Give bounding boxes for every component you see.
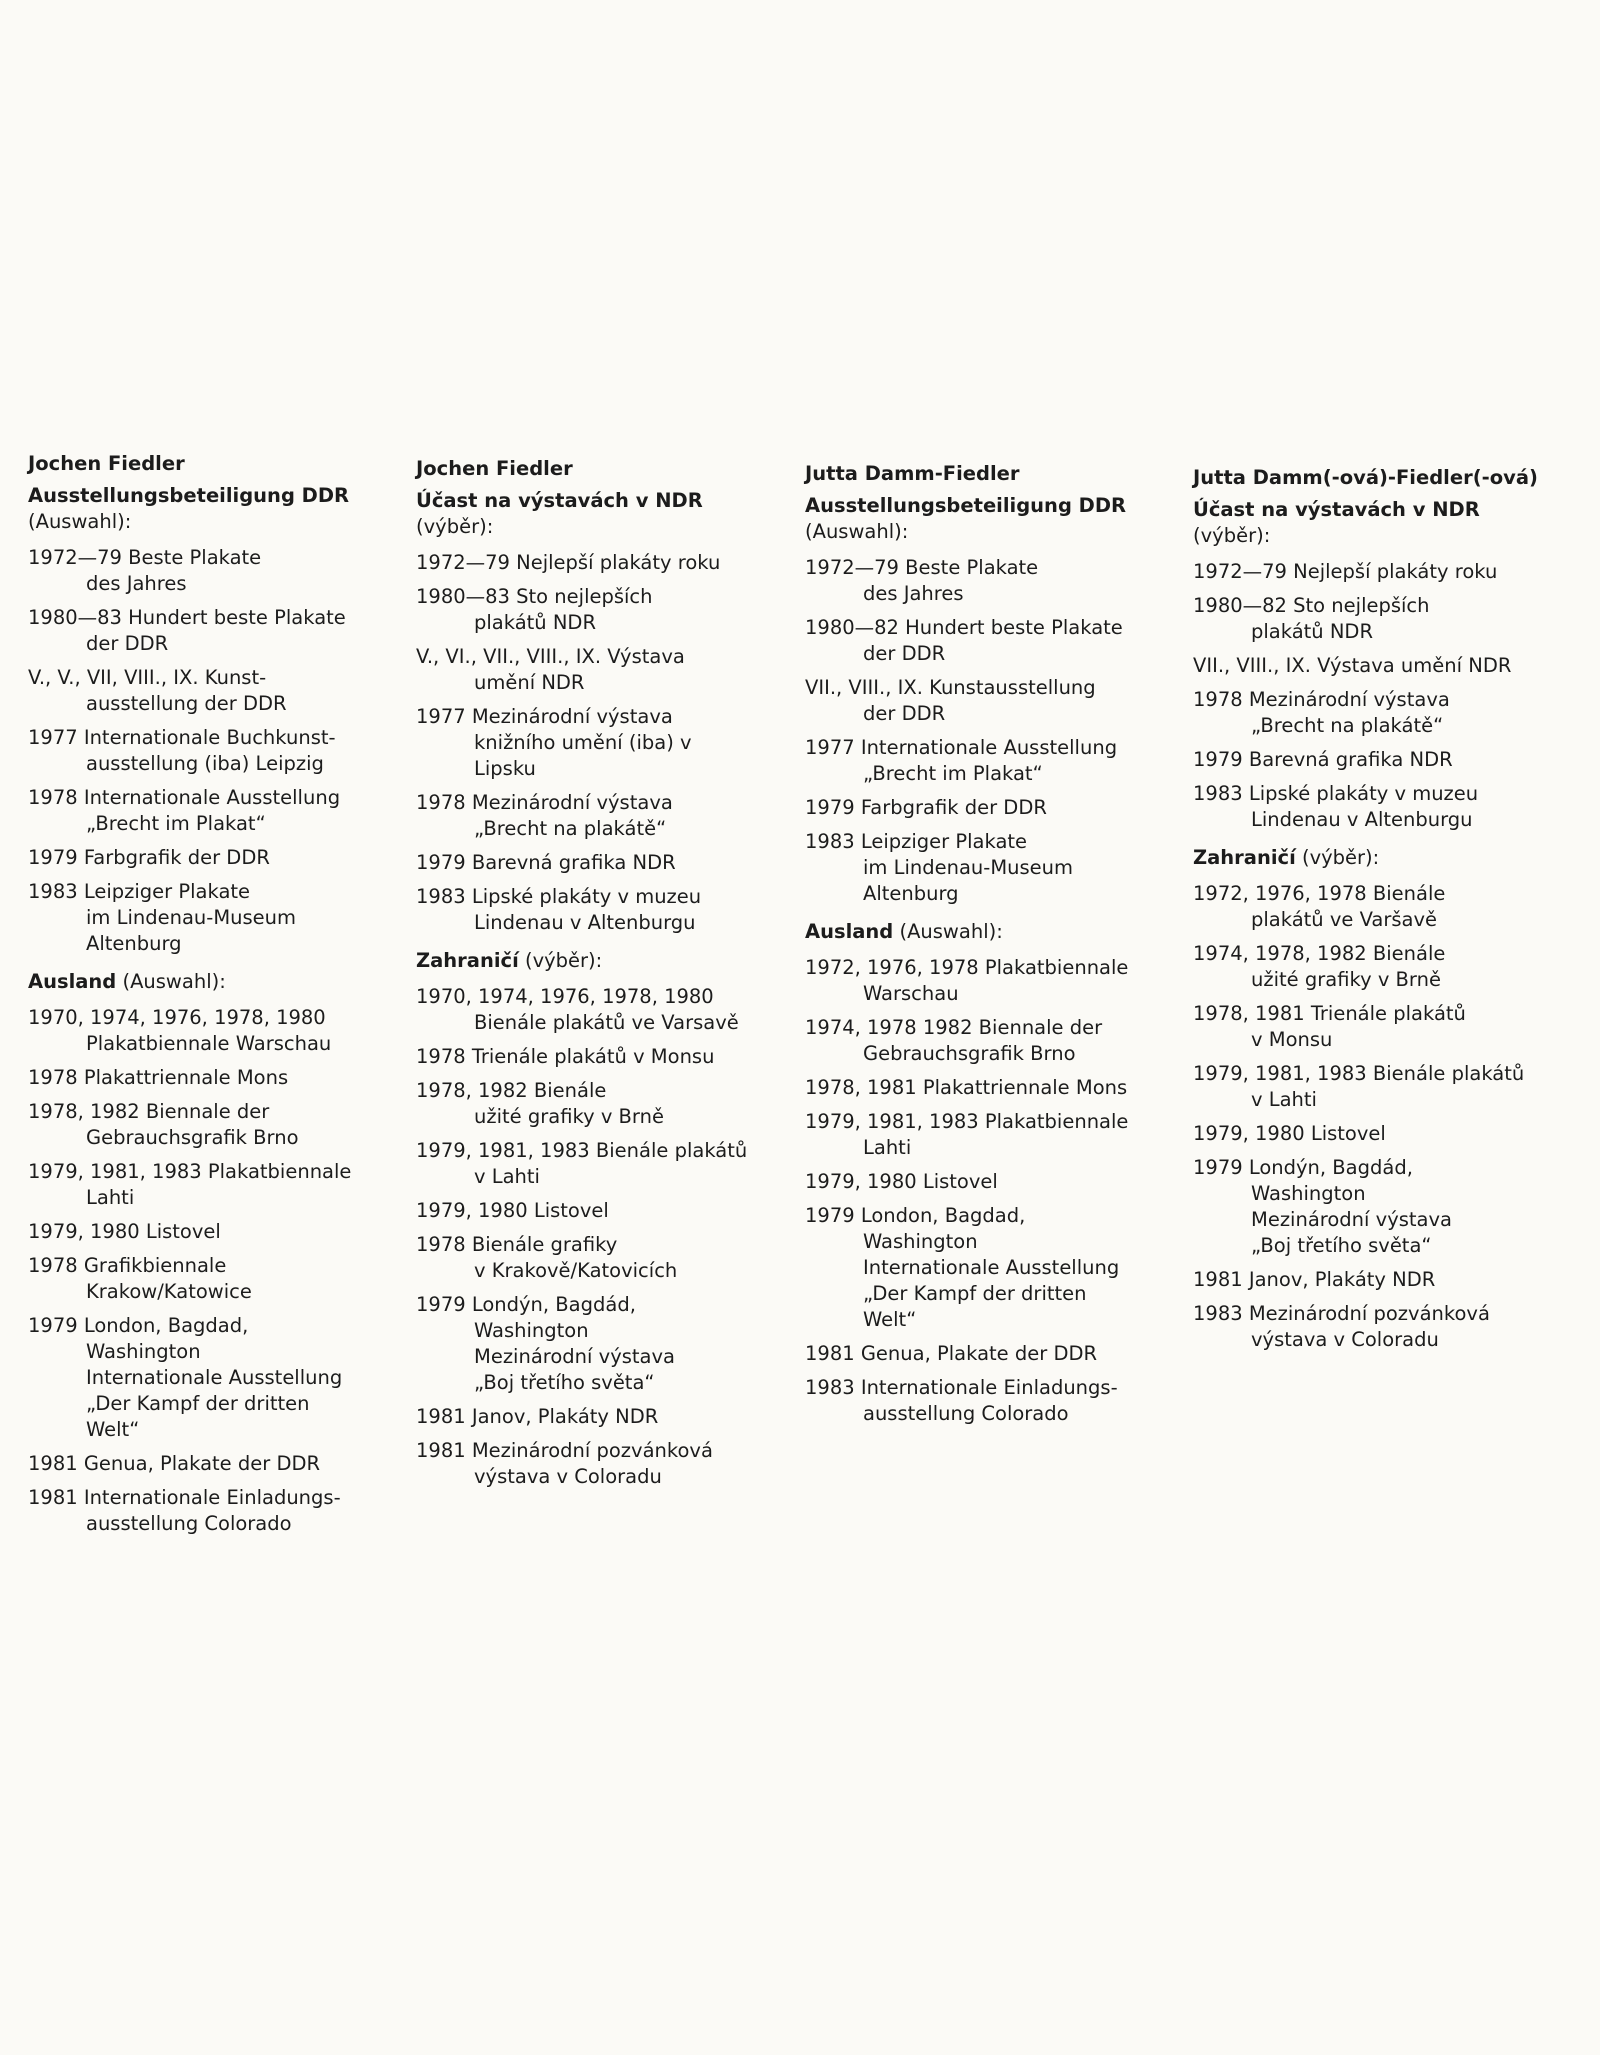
list-item <box>1193 559 1543 585</box>
entry-line: 1978, 1981 Trienále plakátů <box>1193 1002 1466 1025</box>
list-item <box>416 550 766 576</box>
entry-continuation: im Lindenau-Museum <box>86 906 297 929</box>
entry-line: 1978 Bienále grafiky <box>416 1233 618 1256</box>
entry-continuation: ausstellung (iba) Leipzig <box>86 752 324 775</box>
entry-line: 1978 Mezinárodní výstava <box>416 791 673 814</box>
list-item <box>416 1438 766 1490</box>
entry-line: 1981 Genua, Plakate der DDR <box>805 1342 1098 1365</box>
entry-line: 1979, 1980 Listovel <box>805 1170 998 1193</box>
domestic-list <box>1193 559 1543 833</box>
entry-line: 1981 Janov, Plakáty NDR <box>416 1405 659 1428</box>
entry-continuation: „Boj třetího světa“ <box>1251 1234 1432 1257</box>
list-item <box>28 605 378 657</box>
artist-name: Jochen Fiedler <box>416 457 573 480</box>
entry-line: 1983 Lipské plakáty v muzeu <box>1193 782 1479 805</box>
list-item <box>805 1075 1155 1101</box>
column-2 <box>416 456 766 1490</box>
abroad-heading-line <box>416 948 766 974</box>
entry-continuation: Washington <box>474 1319 589 1342</box>
artist-name: Jochen Fiedler <box>28 452 185 475</box>
entry-line: 1978 Mezinárodní výstava <box>1193 688 1450 711</box>
entry-continuation: v Lahti <box>1251 1088 1317 1111</box>
abroad-heading: Zahraničí <box>416 949 519 972</box>
entry-continuation: Lahti <box>86 1186 135 1209</box>
entry-continuation: Lindenau v Altenburgu <box>474 911 696 934</box>
entry-line: 1977 Mezinárodní výstava <box>416 705 673 728</box>
entry-continuation: „Brecht im Plakat“ <box>86 812 266 835</box>
entry-line: 1979 London, Bagdad, <box>805 1204 1026 1227</box>
section-heading: Ausstellungsbeteiligung DDR <box>28 484 350 507</box>
entry-line: 1979 Barevná grafika NDR <box>1193 748 1453 771</box>
abroad-heading: Ausland <box>28 970 117 993</box>
entry-continuation: Gebrauchsgrafik Brno <box>86 1126 299 1149</box>
column-1 <box>28 451 378 1537</box>
entry-line: 1983 Internationale Einladungs- <box>805 1376 1118 1399</box>
entry-continuation: výstava v Coloradu <box>1251 1328 1439 1351</box>
column-3 <box>805 461 1155 1427</box>
entry-continuation: ausstellung der DDR <box>86 692 287 715</box>
list-item <box>1193 1001 1543 1053</box>
entry-continuation: v Monsu <box>1251 1028 1333 1051</box>
abroad-list <box>28 1005 378 1537</box>
entry-line: 1981 Janov, Plakáty NDR <box>1193 1268 1436 1291</box>
entry-line: 1978, 1982 Bienále <box>416 1079 607 1102</box>
entry-line: 1983 Leipziger Plakate <box>28 880 251 903</box>
list-item <box>805 955 1155 1007</box>
entry-continuation: Gebrauchsgrafik Brno <box>863 1042 1076 1065</box>
entry-continuation: „Brecht im Plakat“ <box>863 762 1043 785</box>
entry-line: 1979 Londýn, Bagdád, <box>416 1293 636 1316</box>
entry-line: VII., VIII., IX. Kunstausstellung <box>805 676 1096 699</box>
entry-continuation: Altenburg <box>86 932 182 955</box>
entry-continuation: Altenburg <box>863 882 959 905</box>
entry-line: 1979, 1981, 1983 Bienále plakátů <box>1193 1062 1525 1085</box>
entry-line: 1974, 1978, 1982 Bienále <box>1193 942 1446 965</box>
abroad-list <box>1193 881 1543 1353</box>
list-item <box>28 1485 378 1537</box>
entry-line: 1970, 1974, 1976, 1978, 1980 <box>416 985 714 1008</box>
entry-line: 1980—82 Sto nejlepších <box>1193 594 1430 617</box>
entry-continuation: „Brecht na plakátě“ <box>1251 714 1444 737</box>
abroad-heading: Zahraničí <box>1193 846 1296 869</box>
entry-line: 1972, 1976, 1978 Plakatbiennale <box>805 956 1129 979</box>
entry-continuation: „Der Kampf der dritten <box>863 1282 1087 1305</box>
entry-line: 1979, 1981, 1983 Bienále plakátů <box>416 1139 748 1162</box>
list-item <box>28 845 378 871</box>
entry-continuation: Bienále plakátů ve Varsavě <box>474 1011 739 1034</box>
list-item <box>416 984 766 1036</box>
list-item <box>1193 653 1543 679</box>
list-item <box>28 1219 378 1245</box>
entry-continuation: Welt“ <box>86 1418 140 1441</box>
entry-line: 1979 Barevná grafika NDR <box>416 851 676 874</box>
entry-continuation: „Brecht na plakátě“ <box>474 817 667 840</box>
domestic-list <box>416 550 766 936</box>
entry-continuation: výstava v Coloradu <box>474 1465 662 1488</box>
list-item <box>28 1451 378 1477</box>
list-item <box>416 1078 766 1130</box>
artist-name: Jutta Damm-Fiedler <box>805 462 1020 485</box>
list-item <box>1193 781 1543 833</box>
entry-line: 1977 Internationale Ausstellung <box>805 736 1118 759</box>
section-note: (výběr): <box>416 515 494 538</box>
list-item <box>805 829 1155 907</box>
entry-continuation: v Krakově/Katovicích <box>474 1259 678 1282</box>
entry-line: 1972—79 Nejlepší plakáty roku <box>1193 560 1498 583</box>
list-item <box>28 879 378 957</box>
list-item <box>1193 941 1543 993</box>
entry-line: 1979, 1981, 1983 Plakatbiennale <box>805 1110 1129 1133</box>
list-item <box>1193 1121 1543 1147</box>
entry-continuation: „Der Kampf der dritten <box>86 1392 310 1415</box>
domestic-list <box>805 555 1155 907</box>
entry-continuation: Warschau <box>863 982 959 1005</box>
list-item <box>1193 1061 1543 1113</box>
entry-continuation: umění NDR <box>474 671 585 694</box>
abroad-list <box>416 984 766 1490</box>
list-item <box>28 1313 378 1443</box>
entry-line: 1981 Genua, Plakate der DDR <box>28 1452 321 1475</box>
abroad-note: (Auswahl): <box>899 920 1003 943</box>
entry-line: 1970, 1974, 1976, 1978, 1980 <box>28 1006 326 1029</box>
list-item <box>805 795 1155 821</box>
domestic-list <box>28 545 378 957</box>
entry-continuation: Washington <box>863 1230 978 1253</box>
entry-line: 1974, 1978 1982 Biennale der <box>805 1016 1103 1039</box>
list-item <box>416 704 766 782</box>
abroad-note: (výběr): <box>1301 846 1380 869</box>
list-item <box>805 555 1155 607</box>
abroad-heading-line <box>805 919 1155 945</box>
entry-line: 1981 Internationale Einladungs- <box>28 1486 341 1509</box>
entry-continuation: ausstellung Colorado <box>86 1512 292 1535</box>
entry-continuation: der DDR <box>86 632 169 655</box>
entry-line: VII., VIII., IX. Výstava umění NDR <box>1193 654 1512 677</box>
list-item <box>28 1099 378 1151</box>
list-item <box>416 884 766 936</box>
section-note: (Auswahl): <box>28 510 132 533</box>
abroad-note: (výběr): <box>524 949 603 972</box>
list-item <box>805 735 1155 787</box>
entry-continuation: užité grafiky v Brně <box>474 1105 664 1128</box>
entry-line: 1978 Plakattriennale Mons <box>28 1066 289 1089</box>
entry-continuation: der DDR <box>863 642 946 665</box>
list-item <box>28 785 378 837</box>
entry-line: 1983 Leipziger Plakate <box>805 830 1028 853</box>
entry-line: 1978, 1982 Biennale der <box>28 1100 270 1123</box>
list-item <box>416 790 766 842</box>
entry-line: 1980—83 Sto nejlepších <box>416 585 653 608</box>
list-item <box>416 1138 766 1190</box>
list-item <box>1193 1301 1543 1353</box>
list-item <box>28 1253 378 1305</box>
abroad-heading-line <box>1193 845 1543 871</box>
list-item <box>416 644 766 696</box>
entry-continuation: plakátů NDR <box>1251 620 1373 643</box>
entry-continuation: des Jahres <box>86 572 187 595</box>
entry-continuation: knižního umění (iba) v <box>474 731 692 754</box>
entry-line: 1980—83 Hundert beste Plakate <box>28 606 346 629</box>
list-item <box>416 850 766 876</box>
section-heading: Ausstellungsbeteiligung DDR <box>805 494 1127 517</box>
list-item <box>805 1169 1155 1195</box>
entry-line: 1979 London, Bagdad, <box>28 1314 249 1337</box>
list-item <box>1193 687 1543 739</box>
entry-continuation: Plakatbiennale Warschau <box>86 1032 332 1055</box>
list-item <box>28 665 378 717</box>
list-item <box>1193 747 1543 773</box>
list-item <box>1193 1267 1543 1293</box>
entry-continuation: Welt“ <box>863 1308 917 1331</box>
abroad-heading-line <box>28 969 378 995</box>
entry-continuation: Lipsku <box>474 757 536 780</box>
entry-line: 1972, 1976, 1978 Bienále <box>1193 882 1446 905</box>
entry-line: 1983 Mezinárodní pozvánková <box>1193 1302 1490 1325</box>
section-note: (výběr): <box>1193 524 1271 547</box>
entry-line: 1979, 1980 Listovel <box>28 1220 221 1243</box>
section-heading: Účast na výstavách v NDR <box>416 489 703 512</box>
entry-continuation: Mezinárodní výstava <box>474 1345 675 1368</box>
list-item <box>28 1005 378 1057</box>
entry-line: V., VI., VII., VIII., IX. Výstava <box>416 645 685 668</box>
list-item <box>416 584 766 636</box>
list-item <box>28 1065 378 1091</box>
list-item <box>805 675 1155 727</box>
entry-continuation: Washington <box>86 1340 201 1363</box>
list-item <box>28 545 378 597</box>
entry-line: 1979 Londýn, Bagdád, <box>1193 1156 1413 1179</box>
entry-continuation: Internationale Ausstellung <box>863 1256 1120 1279</box>
entry-continuation: im Lindenau-Museum <box>863 856 1074 879</box>
entry-line: 1979, 1981, 1983 Plakatbiennale <box>28 1160 352 1183</box>
entry-continuation: Lahti <box>863 1136 912 1159</box>
list-item <box>28 1159 378 1211</box>
list-item <box>805 615 1155 667</box>
abroad-heading: Ausland <box>805 920 894 943</box>
entry-line: 1978 Trienále plakátů v Monsu <box>416 1045 715 1068</box>
entry-continuation: plakátů NDR <box>474 611 596 634</box>
list-item <box>805 1109 1155 1161</box>
entry-continuation: Krakow/Katowice <box>86 1280 252 1303</box>
entry-continuation: plakátů ve Varšavě <box>1251 908 1438 931</box>
entry-line: 1983 Lipské plakáty v muzeu <box>416 885 702 908</box>
entry-line: 1978, 1981 Plakattriennale Mons <box>805 1076 1128 1099</box>
entry-line: 1979, 1980 Listovel <box>1193 1122 1386 1145</box>
entry-continuation: ausstellung Colorado <box>863 1402 1069 1425</box>
entry-continuation: užité grafiky v Brně <box>1251 968 1441 991</box>
list-item <box>416 1292 766 1396</box>
entry-line: 1979, 1980 Listovel <box>416 1199 609 1222</box>
entry-line: 1979 Farbgrafik der DDR <box>805 796 1047 819</box>
list-item <box>416 1044 766 1070</box>
entry-line: 1972—79 Nejlepší plakáty roku <box>416 551 721 574</box>
abroad-list <box>805 955 1155 1427</box>
entry-line: 1978 Grafikbiennale <box>28 1254 227 1277</box>
entry-continuation: Washington <box>1251 1182 1366 1205</box>
entry-continuation: Lindenau v Altenburgu <box>1251 808 1473 831</box>
list-item <box>1193 881 1543 933</box>
entry-line: 1979 Farbgrafik der DDR <box>28 846 270 869</box>
list-item <box>28 725 378 777</box>
list-item <box>805 1203 1155 1333</box>
list-item <box>1193 593 1543 645</box>
list-item <box>416 1404 766 1430</box>
entry-continuation: Internationale Ausstellung <box>86 1366 343 1389</box>
entry-line: 1980—82 Hundert beste Plakate <box>805 616 1123 639</box>
entry-continuation: der DDR <box>863 702 946 725</box>
entry-continuation: Mezinárodní výstava <box>1251 1208 1452 1231</box>
section-heading: Účast na výstavách v NDR <box>1193 498 1480 521</box>
list-item <box>416 1198 766 1224</box>
entry-line: V., V., VII, VIII., IX. Kunst- <box>28 666 267 689</box>
entry-continuation: des Jahres <box>863 582 964 605</box>
list-item <box>805 1375 1155 1427</box>
artist-name: Jutta Damm(-ová)-Fiedler(-ová) <box>1193 466 1538 489</box>
entry-line: 1981 Mezinárodní pozvánková <box>416 1439 713 1462</box>
entry-line: 1972—79 Beste Plakate <box>805 556 1039 579</box>
entry-line: 1978 Internationale Ausstellung <box>28 786 341 809</box>
entry-continuation: v Lahti <box>474 1165 540 1188</box>
entry-line: 1972—79 Beste Plakate <box>28 546 262 569</box>
list-item <box>805 1015 1155 1067</box>
entry-line: 1977 Internationale Buchkunst- <box>28 726 336 749</box>
list-item <box>805 1341 1155 1367</box>
column-4 <box>1193 465 1543 1353</box>
section-note: (Auswahl): <box>805 520 909 543</box>
abroad-note: (Auswahl): <box>122 970 226 993</box>
list-item <box>1193 1155 1543 1259</box>
list-item <box>416 1232 766 1284</box>
entry-continuation: „Boj třetího světa“ <box>474 1371 655 1394</box>
